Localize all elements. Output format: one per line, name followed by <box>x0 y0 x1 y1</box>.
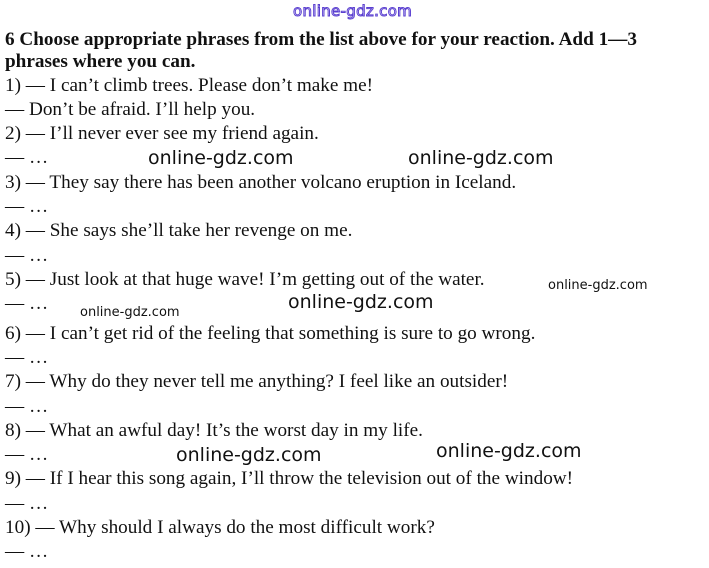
dialogue-line-7: 4) — She says she’ll take her revenge on me. <box>5 220 353 241</box>
dialogue-line-2: — Don’t be afraid. I’ll help you. <box>5 99 256 120</box>
dialogue-line-19: 10) — Why should I always do the most difficult work? <box>5 517 435 538</box>
dialogue-line-10: — … <box>5 293 49 314</box>
dialogue-line-12: — … <box>5 347 49 368</box>
dialogue-line-15: 8) — What an awful day! It’s the worst day in my life. <box>5 420 423 441</box>
dialogue-line-9: 5) — Just look at that huge wave! I’m getting out of the water. <box>5 269 485 290</box>
watermark-4: online-gdz.com <box>288 291 434 313</box>
exercise-heading-line-2: phrases where you can. <box>5 51 196 72</box>
watermark-3: online-gdz.com <box>548 278 648 293</box>
dialogue-line-16: — … <box>5 444 49 465</box>
dialogue-line-13: 7) — Why do they never tell me anything? I feel like an outsider! <box>5 371 509 392</box>
dialogue-line-1: 1) — I can’t climb trees. Please don’t make me! <box>5 75 374 96</box>
dialogue-line-6: — … <box>5 196 49 217</box>
dialogue-line-4: — … <box>5 147 49 168</box>
dialogue-line-5: 3) — They say there has been another volcano eruption in Iceland. <box>5 172 517 193</box>
dialogue-line-18: — … <box>5 493 49 514</box>
dialogue-line-3: 2) — I’ll never ever see my friend again. <box>5 123 319 144</box>
dialogue-line-11: 6) — I can’t get rid of the feeling that something is sure to go wrong. <box>5 323 536 344</box>
watermark-top: online-gdz.com <box>293 2 413 20</box>
dialogue-line-14: — … <box>5 396 49 417</box>
dialogue-line-20: — … <box>5 541 49 562</box>
dialogue-line-8: — … <box>5 245 49 266</box>
watermark-2: online-gdz.com <box>408 147 554 169</box>
watermark-5: online-gdz.com <box>80 305 180 320</box>
watermark-7: online-gdz.com <box>176 444 322 466</box>
watermark-1: online-gdz.com <box>148 147 294 169</box>
watermark-6: online-gdz.com <box>436 440 582 462</box>
exercise-heading-line-1: 6 Choose appropriate phrases from the list above for your reaction. Add 1—3 <box>5 29 637 50</box>
dialogue-line-17: 9) — If I hear this song again, I’ll throw the television out of the window! <box>5 468 574 489</box>
